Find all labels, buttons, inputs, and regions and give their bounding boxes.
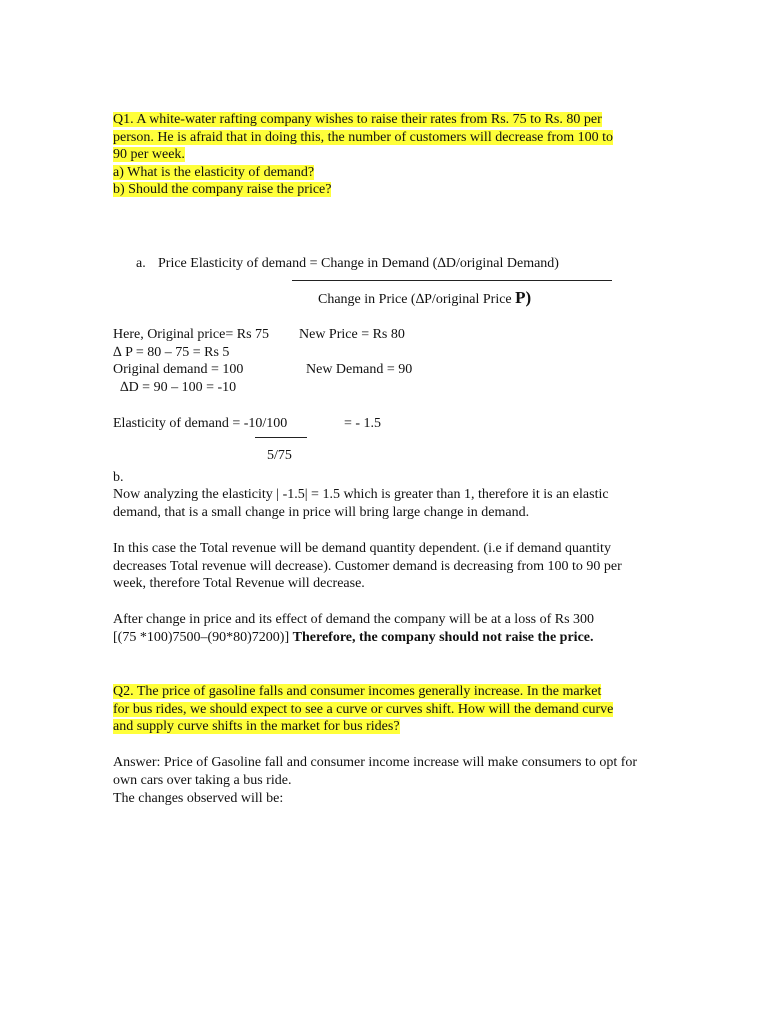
loss-calculation: [(75 *100)7500–(90*80)7200)] Therefore, the company should not raise the price.	[113, 630, 594, 645]
delta-demand: ∆D = 90 – 100 = -10	[120, 380, 237, 395]
original-price: Here, Original price= Rs 75	[113, 327, 270, 342]
part-a-marker: a.	[136, 256, 146, 271]
new-demand: New Demand = 90	[306, 362, 413, 377]
elasticity-label: Elasticity of demand = -10/100	[113, 416, 288, 431]
q1-line: Q1. A white-water rafting company wishes to raise their rates from Rs. 75 to Rs. 80 per	[113, 112, 602, 127]
q1-line: person. He is afraid that in doing this, the number of customers will decrease from 100 to	[113, 129, 613, 145]
revenue-explanation: In this case the Total revenue will be demand quantity dependent. (i.e if demand quantity decreases Total revenue will decrease). Customer demand is decreasing from 100 to 90 per week, therefore Total Revenue will decrease.	[113, 541, 622, 592]
formula-numerator: Price Elasticity of demand = Change in Demand (∆D/original Demand)	[158, 256, 559, 271]
q2-line: and supply curve shifts in the market for bus rides?	[113, 719, 400, 735]
q1-line: a) What is the elasticity of demand?	[113, 164, 315, 180]
answer-text: Answer: Price of Gasoline fall and consumer income increase will make consumers to opt for own cars over taking a bus ride.	[113, 755, 638, 788]
formula-fraction-bar	[292, 280, 612, 281]
elasticity-fraction-bar	[255, 437, 307, 438]
q2-line: for bus rides, we should expect to see a curve or curves shift. How will the demand curve	[113, 701, 614, 717]
answer-changes: The changes observed will be:	[113, 791, 284, 806]
question-2	[113, 683, 658, 736]
q1-line: 90 per week.	[113, 147, 185, 163]
delta-price: ∆ P = 80 – 75 = Rs 5	[113, 345, 230, 360]
q2-line: Q2. The price of gasoline falls and consumer incomes generally increase. In the market	[113, 684, 602, 699]
question-1	[113, 111, 658, 199]
elasticity-analysis: Now analyzing the elasticity | -1.5| = 1.5 which is greater than 1, therefore it is an elastic demand, that is a small change in price will bring large change in demand.	[113, 487, 609, 520]
q1-line: b) Should the company raise the price?	[113, 182, 332, 198]
formula-denominator-p: P)	[515, 288, 532, 307]
elasticity-denominator: 5/75	[267, 448, 292, 463]
conclusion: Therefore, the company should not raise the price.	[292, 630, 594, 645]
original-demand: Original demand = 100	[113, 362, 244, 377]
elasticity-result: = - 1.5	[344, 416, 382, 431]
formula-denominator: Change in Price (∆P/original Price P)	[318, 288, 532, 307]
new-price: New Price = Rs 80	[299, 327, 405, 342]
loss-statement: After change in price and its effect of demand the company will be at a loss of Rs 300	[113, 612, 595, 627]
part-b-marker: b.	[113, 470, 124, 485]
